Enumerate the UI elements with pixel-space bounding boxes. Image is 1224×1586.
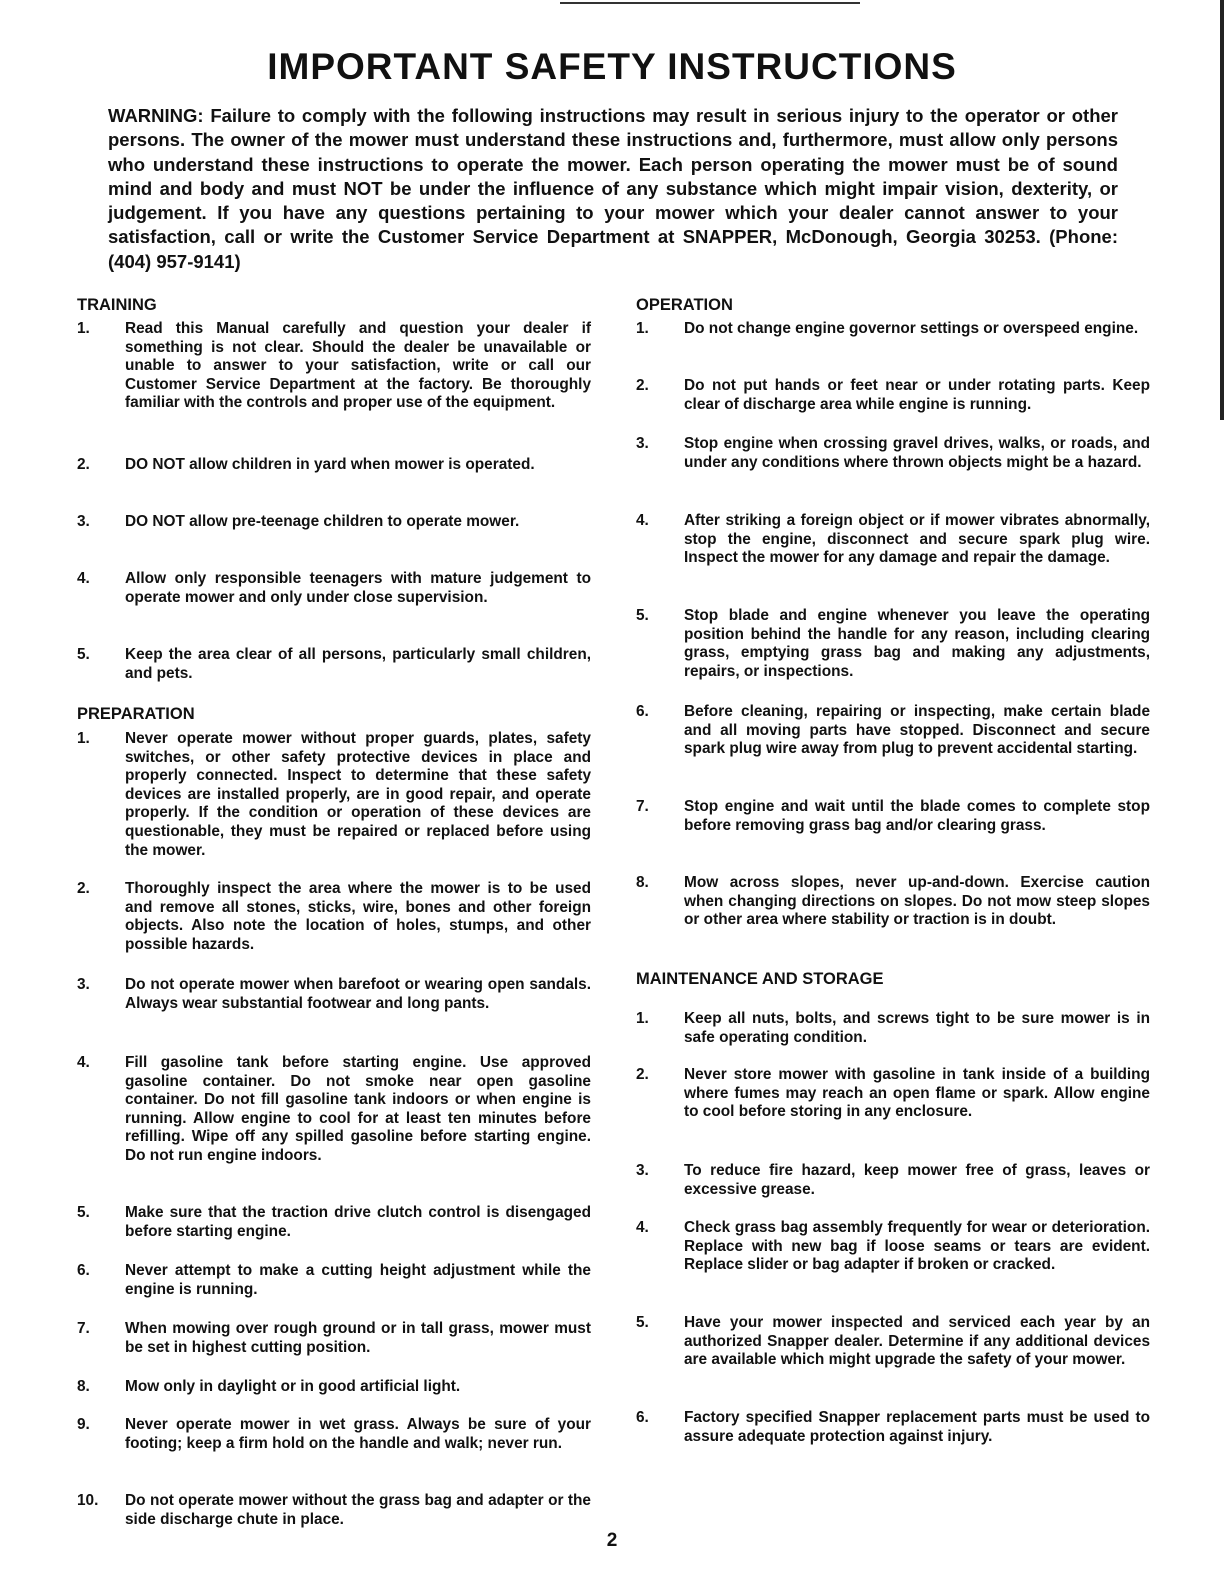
- item-text: Make sure that the traction drive clutch control is disengaged before starting engine.: [125, 1204, 591, 1240]
- item-text: Do not change engine governor settings or overspeed engine.: [684, 320, 1139, 337]
- item-number: 7.: [77, 1320, 90, 1337]
- item-text: Allow only responsible teenagers with mature judgement to operate mower and only under close supervision.: [125, 570, 591, 606]
- preparation-item-8: [77, 1378, 591, 1397]
- item-number: 5.: [636, 607, 649, 624]
- item-number: 3.: [636, 1162, 649, 1179]
- maintenance-item-1: [636, 1010, 1150, 1047]
- item-number: 2.: [77, 880, 90, 897]
- item-number: 1.: [636, 1010, 649, 1027]
- item-number: 2.: [636, 1066, 649, 1083]
- preparation-heading: PREPARATION: [77, 705, 195, 723]
- training-item-3: [77, 513, 591, 532]
- item-number: 5.: [77, 1204, 90, 1221]
- item-text: DO NOT allow children in yard when mower is operated.: [125, 456, 535, 473]
- item-text: Have your mower inspected and serviced each year by an authorized Snapper dealer. Determine if any additional devices are available which might upgrade the safety of your mower.: [684, 1314, 1150, 1369]
- item-text: Never store mower with gasoline in tank inside of a building where fumes may reach an open flame or spark. Allow engine to cool before storing in any enclosure.: [684, 1066, 1150, 1121]
- page-title: IMPORTANT SAFETY INSTRUCTIONS: [267, 46, 957, 87]
- item-text: Stop engine when crossing gravel drives, walks, or roads, and under any conditions where thrown objects might be a hazard.: [684, 435, 1150, 471]
- item-number: 4.: [77, 1054, 90, 1071]
- operation-item-1: [636, 320, 1150, 339]
- item-number: 6.: [77, 1262, 90, 1279]
- item-number: 5.: [77, 646, 90, 663]
- item-text: Keep the area clear of all persons, particularly small children, and pets.: [125, 646, 591, 682]
- preparation-item-1: [77, 730, 591, 860]
- training-item-2: [77, 456, 591, 475]
- operation-item-5: [636, 607, 1150, 681]
- item-number: 2.: [636, 377, 649, 394]
- item-number: 3.: [636, 435, 649, 452]
- training-item-1: [77, 320, 591, 413]
- item-number: 10.: [77, 1492, 99, 1509]
- item-number: 1.: [77, 730, 90, 747]
- item-text: Thoroughly inspect the area where the mower is to be used and remove all stones, sticks, wire, bones and other foreign objects. Also note the location of holes, stumps, and other possible hazards.: [125, 880, 591, 953]
- maintenance-item-5: [636, 1314, 1150, 1370]
- maintenance-item-4: [636, 1219, 1150, 1275]
- item-text: Check grass bag assembly frequently for wear or deterioration. Replace with new bag if loose seams or tears are evident. Replace slider or bag adapter if broken or cracked.: [684, 1219, 1150, 1274]
- item-number: 8.: [77, 1378, 90, 1395]
- operation-heading: OPERATION: [636, 296, 733, 314]
- top-rule: [560, 2, 860, 4]
- operation-item-4: [636, 512, 1150, 568]
- item-text: Fill gasoline tank before starting engine. Use approved gasoline container. Do not smoke near open gasoline container. Do not fill gasoline tank indoors or when engine is running. Allow engine to cool for at least ten minutes before refilling. Wipe off any spilled gasoline before starting engine. Do not run engine indoors.: [125, 1054, 591, 1164]
- item-text: Stop blade and engine whenever you leave the operating position behind the handle for any reason, including clearing grass, emptying grass bag and making any adjustments, repairs, or inspections.: [684, 607, 1150, 680]
- training-item-5: [77, 646, 591, 683]
- item-text: Never operate mower without proper guards, plates, safety switches, or other safety protective devices in place and properly connected. Inspect to determine that these safety devices are installed properly, are in good repair, and operate properly. If the condition or operation of these devices are questionable, they must be repaired or replaced before using the mower.: [125, 730, 591, 859]
- item-text: DO NOT allow pre-teenage children to operate mower.: [125, 513, 520, 530]
- maintenance-item-3: [636, 1162, 1150, 1199]
- operation-item-7: [636, 798, 1150, 835]
- preparation-item-6: [77, 1262, 591, 1299]
- item-number: 1.: [636, 320, 649, 337]
- item-text: Mow across slopes, never up-and-down. Exercise caution when changing directions on slopes. Do not mow steep slopes or other area where stability or traction is in doubt.: [684, 874, 1150, 929]
- item-text: Do not put hands or feet near or under rotating parts. Keep clear of discharge area while engine is running.: [684, 377, 1150, 413]
- item-text: Stop engine and wait until the blade comes to complete stop before removing grass bag and/or clearing grass.: [684, 798, 1150, 834]
- preparation-item-3: [77, 976, 591, 1013]
- item-text: Do not operate mower when barefoot or wearing open sandals. Always wear substantial footwear and long pants.: [125, 976, 591, 1012]
- item-text: Never operate mower in wet grass. Always be sure of your footing; keep a firm hold on the handle and walk; never run.: [125, 1416, 591, 1452]
- item-text: Mow only in daylight or in good artificial light.: [125, 1378, 461, 1395]
- item-text: Before cleaning, repairing or inspecting, make certain blade and all moving parts have stopped. Disconnect and secure spark plug wire away from plug to prevent accidental starting.: [684, 703, 1150, 758]
- preparation-item-5: [77, 1204, 591, 1241]
- item-number: 9.: [77, 1416, 90, 1433]
- item-text: Factory specified Snapper replacement parts must be used to assure adequate protection against injury.: [684, 1409, 1150, 1445]
- item-number: 8.: [636, 874, 649, 891]
- item-text: Keep all nuts, bolts, and screws tight to be sure mower is in safe operating condition.: [684, 1010, 1150, 1046]
- item-number: 2.: [77, 456, 90, 473]
- operation-item-2: [636, 377, 1150, 414]
- operation-item-6: [636, 703, 1150, 759]
- warning-paragraph: WARNING: Failure to comply with the following instructions may result in serious injury to the operator or other persons. The owner of the mower must understand these instructions and, furthermore, must allow only persons who understand these instructions to operate the mower. Each person operating the mower must be of sound mind and body and must NOT be under the influence of any substance which might impair vision, dexterity, or judgement. If you have any questions pertaining to your mower which your dealer cannot answer to your satisfaction, call or write the Customer Service Department at SNAPPER, McDonough, Georgia 30253. (Phone: (404) 957-9141): [108, 105, 1118, 272]
- operation-item-3: [636, 435, 1150, 472]
- preparation-item-9: [77, 1416, 591, 1453]
- item-text: After striking a foreign object or if mower vibrates abnormally, stop the engine, disconnect and secure spark plug wire. Inspect the mower for any damage and repair the damage.: [684, 512, 1150, 567]
- item-number: 6.: [636, 703, 649, 720]
- preparation-item-7: [77, 1320, 591, 1357]
- training-item-4: [77, 570, 591, 607]
- item-number: 4.: [636, 1219, 649, 1236]
- item-number: 3.: [77, 976, 90, 993]
- item-number: 1.: [77, 320, 90, 337]
- item-number: 3.: [77, 513, 90, 530]
- preparation-item-10: [77, 1492, 591, 1529]
- item-number: 5.: [636, 1314, 649, 1331]
- preparation-item-2: [77, 880, 591, 954]
- item-text: Read this Manual carefully and question your dealer if something is not clear. Should the dealer be unavailable or unable to answer to your satisfaction, write or call our Customer Service Department at the factory. Be thoroughly familiar with the controls and proper use of the equipment.: [125, 320, 591, 412]
- training-heading: TRAINING: [77, 296, 157, 314]
- item-number: 7.: [636, 798, 649, 815]
- page-number: 2: [606, 1530, 618, 1551]
- item-text: When mowing over rough ground or in tall grass, mower must be set in highest cutting position.: [125, 1320, 591, 1356]
- item-text: To reduce fire hazard, keep mower free of grass, leaves or excessive grease.: [684, 1162, 1150, 1198]
- item-number: 6.: [636, 1409, 649, 1426]
- maintenance-item-2: [636, 1066, 1150, 1122]
- item-number: 4.: [636, 512, 649, 529]
- maintenance-heading: MAINTENANCE AND STORAGE: [636, 970, 884, 988]
- operation-item-8: [636, 874, 1150, 930]
- preparation-item-4: [77, 1054, 591, 1166]
- item-number: 4.: [77, 570, 90, 587]
- maintenance-item-6: [636, 1409, 1150, 1446]
- item-text: Never attempt to make a cutting height adjustment while the engine is running.: [125, 1262, 591, 1298]
- item-text: Do not operate mower without the grass bag and adapter or the side discharge chute in place.: [125, 1492, 591, 1528]
